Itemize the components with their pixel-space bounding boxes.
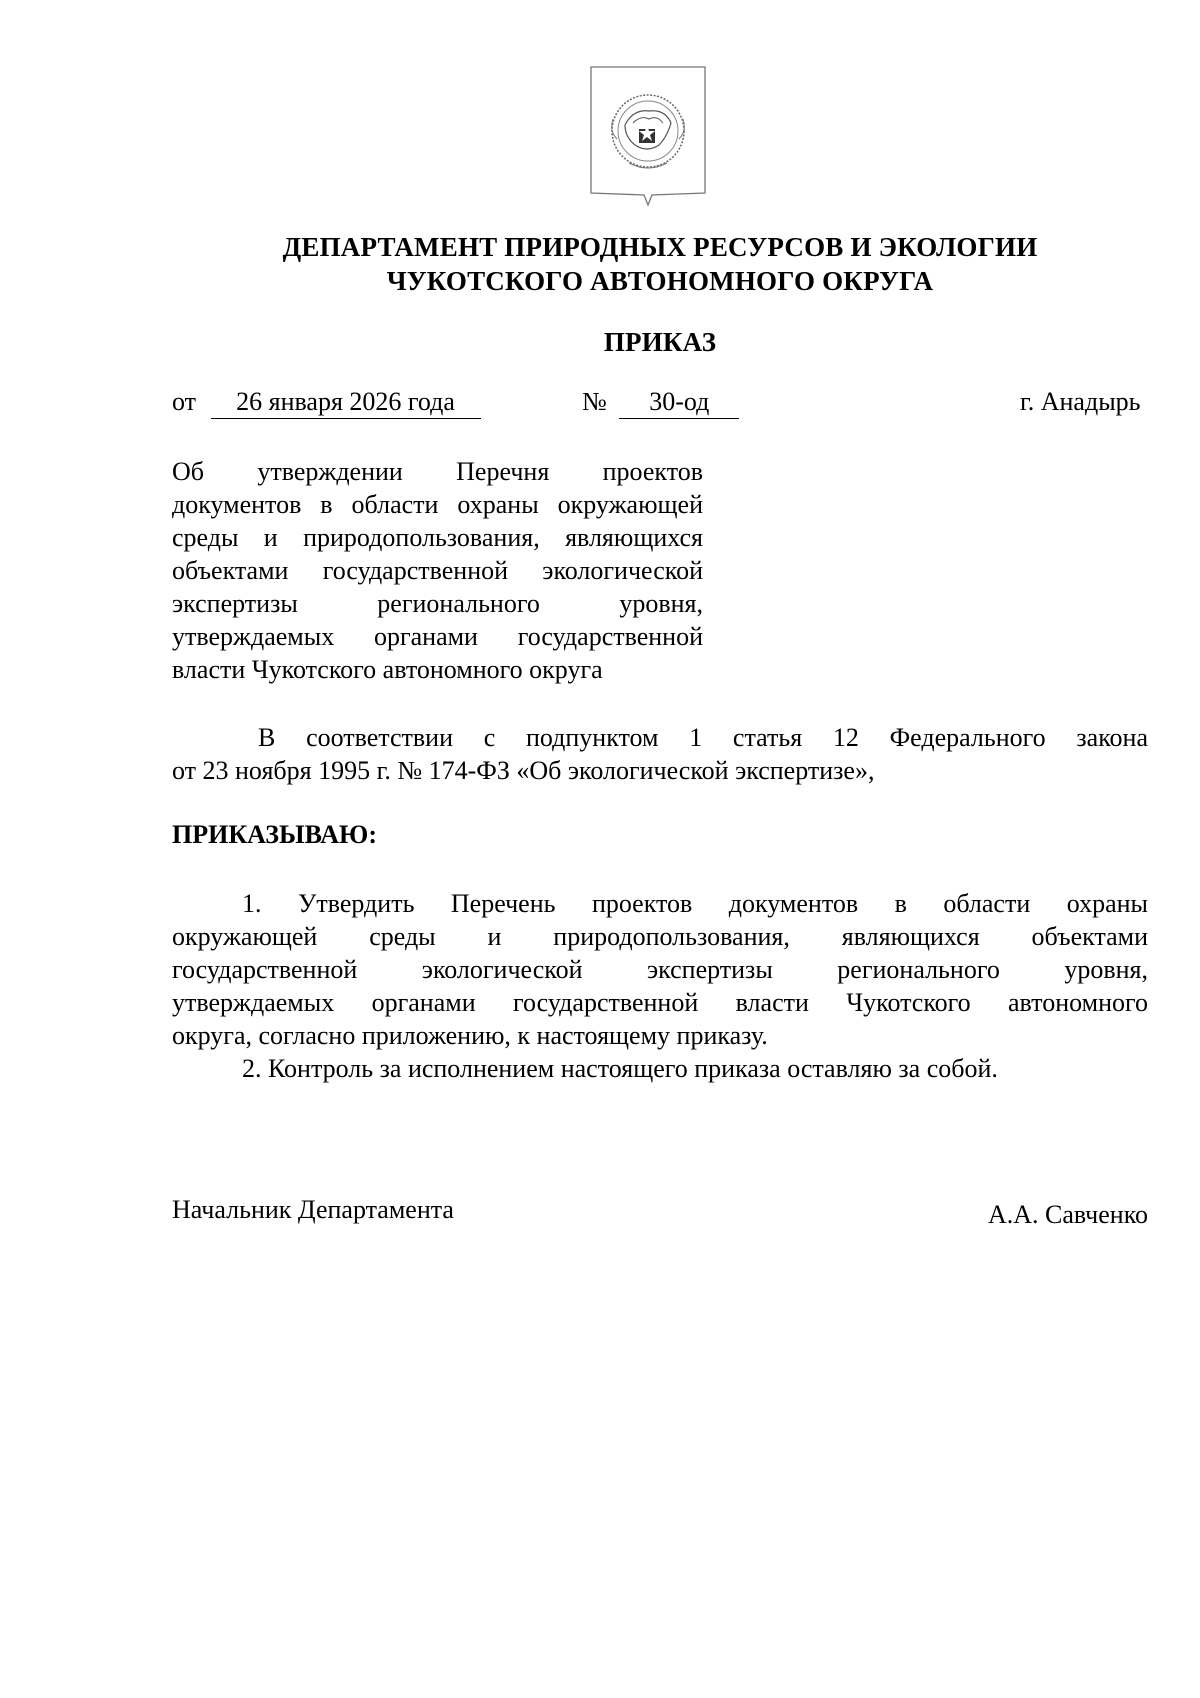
item1-line: утверждаемых органами государственной власти Чукотского автономного: [172, 988, 1148, 1017]
subject-line: документов в области охраны окружающей: [172, 490, 703, 519]
item1-line: государственной экологической экспертизы регионального уровня,: [172, 955, 1148, 984]
subject-line: среды и природопользования, являющихся: [172, 523, 703, 552]
legal-basis-line: от 23 ноября 1995 г. № 174-ФЗ «Об экологической экспертизе»,: [172, 756, 875, 785]
item1-line: 1. Утвердить Перечень проектов документов в области охраны: [242, 889, 1148, 918]
subject-line: объектами государственной экологической: [172, 556, 703, 585]
order-subject: [172, 455, 703, 686]
document-type-title: ПРИКАЗ: [603, 327, 717, 357]
legal-basis-line: В соответствии с подпунктом 1 статья 12 Федерального закона: [258, 723, 1148, 752]
order-items: [172, 887, 1148, 1085]
signer-name: А.А. Савченко: [987, 1200, 1148, 1229]
department-name-line2: ЧУКОТСКОГО АВТОНОМНОГО ОКРУГА: [386, 266, 934, 296]
number-label: №: [582, 387, 607, 416]
signer-position: Начальник Департамента: [172, 1195, 454, 1224]
legal-basis-paragraph: [172, 721, 1148, 787]
item1-line: окружающей среды и природопользования, являющихся объектами: [172, 922, 1148, 951]
subject-line: экспертизы регионального уровня,: [172, 589, 703, 618]
number-value: 30-од: [619, 386, 739, 419]
order-number: [582, 386, 739, 419]
item2: 2. Контроль за исполнением настоящего приказа оставляю за собой.: [242, 1054, 998, 1083]
order-city: г. Анадырь: [1020, 387, 1141, 416]
department-name-line1: ДЕПАРТАМЕНТ ПРИРОДНЫХ РЕСУРСОВ И ЭКОЛОГИИ: [282, 232, 1038, 262]
date-label: от: [172, 387, 197, 416]
date-value: 26 января 2026 года: [211, 386, 481, 419]
command-word: ПРИКАЗЫВАЮ:: [172, 820, 377, 849]
order-date: [172, 386, 481, 419]
subject-line: Об утверждении Перечня проектов: [172, 457, 703, 486]
subject-line: власти Чукотского автономного округа: [172, 655, 603, 684]
item1-line: округа, согласно приложению, к настоящему приказу.: [172, 1021, 768, 1050]
subject-line: утверждаемых органами государственной: [172, 622, 703, 651]
coat-of-arms-icon: [589, 65, 707, 211]
